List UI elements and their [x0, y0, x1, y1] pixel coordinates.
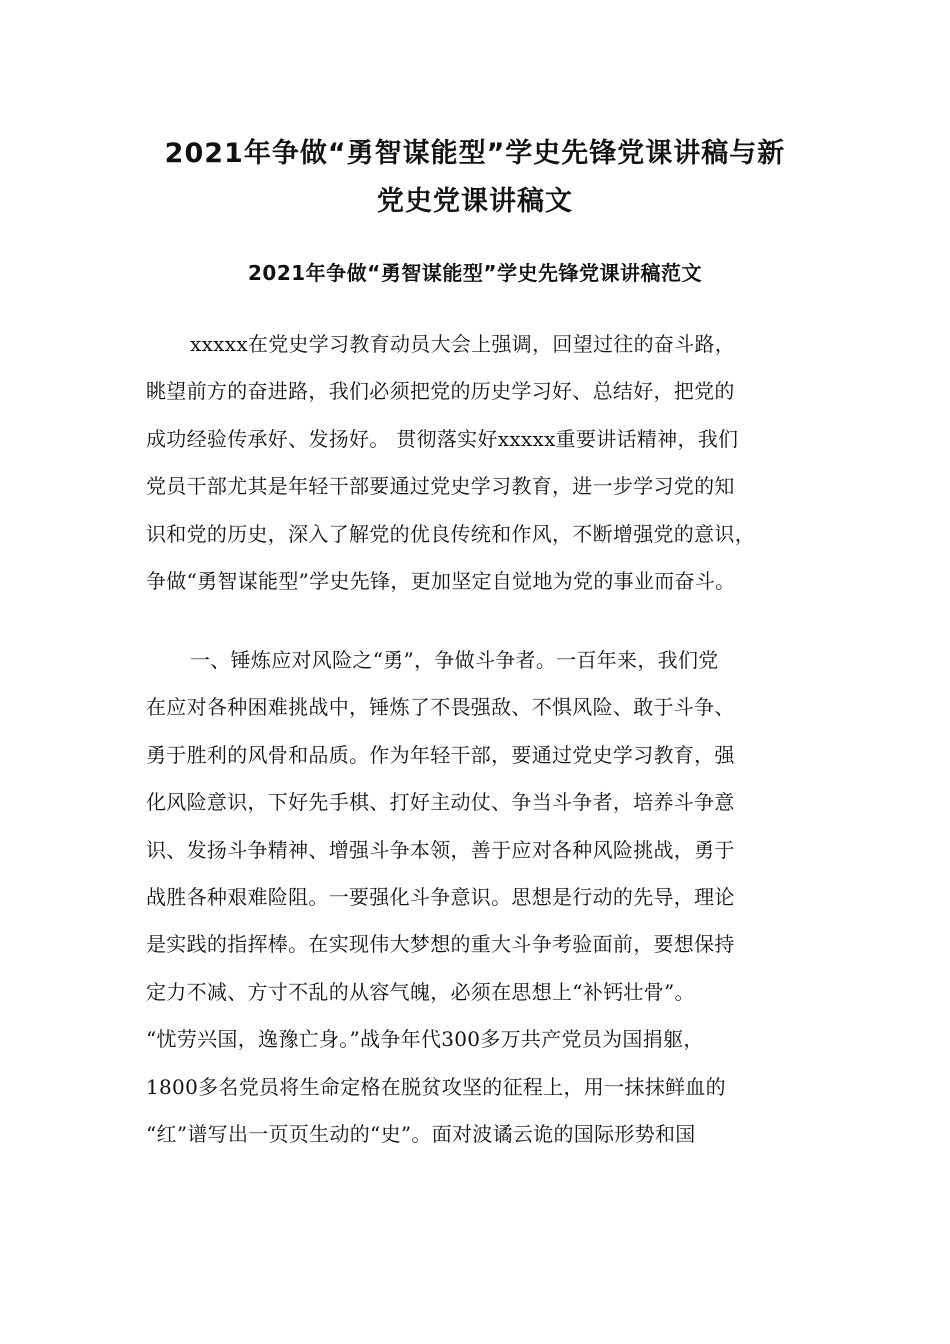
paragraph-intro	[146, 321, 806, 605]
title-line: 2021年争做“勇智谋能型”学史先锋党课讲稿与新	[164, 138, 786, 169]
text-line: 争做“勇智谋能型”学史先锋，更加坚定自觉地为党的事业而奋斗。	[146, 569, 736, 594]
text-line: 成功经验传承好、发扬好。 贯彻落实好xxxxx重要讲话精神，我们	[146, 426, 739, 451]
text-line: 识、发扬斗争精神、增强斗争本领，善于应对各种风险挑战，勇于	[146, 837, 735, 862]
text-line: 是实践的指挥棒。在实现伟大梦想的重大斗争考验面前，要想保持	[146, 932, 735, 957]
text-line: xxxxx在党史学习教育动员大会上强调，回望过往的奋斗路，	[190, 332, 736, 356]
document-title	[80, 130, 870, 226]
text-line: “忧劳兴国，逸豫亡身。”战争年代300多万共产党员为国捐躯，	[146, 1027, 704, 1052]
text-line: 识和党的历史，深入了解党的优良传统和作风，不断增强党的意识，	[146, 521, 755, 546]
text-line: 一、锤炼应对风险之“勇”，争做斗争者。一百年来，我们党	[190, 648, 719, 672]
paragraph-section-one	[146, 637, 806, 1158]
text-line: 定力不减、方寸不乱的从容气魄，必须在思想上“补钙壮骨”。	[146, 979, 695, 1004]
document-subtitle: 2021年争做“勇智谋能型”学史先锋党课讲稿范文	[248, 261, 702, 285]
text-line: 战胜各种艰难险阻。一要强化斗争意识。思想是行动的先导，理论	[146, 885, 735, 910]
text-line: 勇于胜利的风骨和品质。作为年轻干部，要通过党史学习教育，强	[146, 742, 735, 767]
title-line: 党史党课讲稿文	[377, 186, 573, 217]
text-line: 眺望前方的奋进路，我们必须把党的历史学习好、总结好，把党的	[146, 379, 735, 404]
text-line: 在应对各种困难挑战中，锤炼了不畏强敌、不惧风险、敢于斗争、	[146, 695, 735, 720]
text-line: 1800多名党员将生命定格在脱贫攻坚的征程上，用一抹抹鲜血的	[146, 1074, 726, 1099]
text-line: “红”谱写出一页页生动的“史”。面对波谲云诡的国际形势和国	[146, 1122, 696, 1147]
text-line: 党员干部尤其是年轻干部要通过党史学习教育，进一步学习党的知	[146, 474, 735, 499]
text-line: 化风险意识，下好先手棋、打好主动仗、争当斗争者，培养斗争意	[146, 790, 735, 815]
